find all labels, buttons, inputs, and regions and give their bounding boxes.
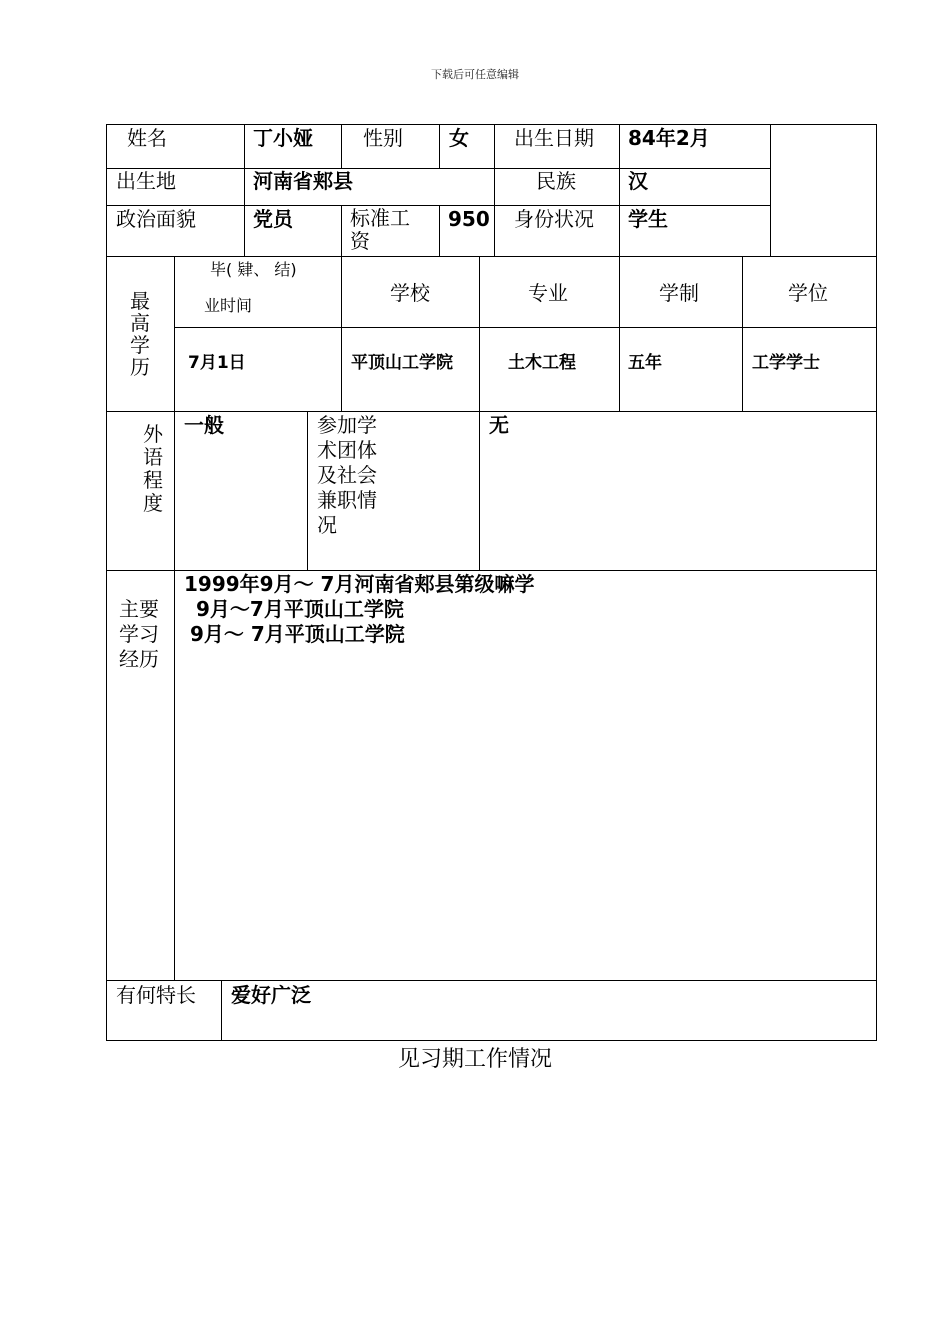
activities-value: 无 <box>489 413 509 437</box>
col-divider <box>341 205 342 256</box>
col-divider <box>619 256 620 411</box>
col-divider <box>742 256 743 411</box>
identity-status-value: 学生 <box>628 207 668 231</box>
duration-value: 五年 <box>628 353 662 373</box>
birthplace-value: 河南省郏县 <box>253 169 353 193</box>
row-divider <box>106 256 877 257</box>
school-header: 学校 <box>390 281 430 305</box>
col-divider <box>770 124 771 256</box>
section-title: 见习期工作情况 <box>397 1047 552 1072</box>
name-value: 丁小娅 <box>253 126 313 150</box>
gender-label: 性别 <box>363 126 403 150</box>
col-divider <box>174 256 175 980</box>
activities-label: 参加学 术团体 及社会 兼职情 况 <box>317 413 377 537</box>
col-divider <box>244 124 245 256</box>
education-section-label: 最 高 学 历 <box>130 289 150 379</box>
col-divider <box>439 205 440 256</box>
birth-date-value: 84年2月 <box>628 126 710 150</box>
col-divider <box>479 411 480 570</box>
page-header-note: 下载后可任意编辑 <box>431 68 519 81</box>
identity-status-label: 身份状况 <box>514 207 594 231</box>
grad-time-header-line2: 业时间 <box>204 296 253 315</box>
grad-time-value: 7月1日 <box>188 353 246 373</box>
col-divider <box>341 256 342 411</box>
row-divider <box>106 570 877 571</box>
row-divider <box>106 411 877 412</box>
table-border-top <box>106 124 877 125</box>
table-border-left <box>106 124 107 1041</box>
study-history-label: 主要 学习 经历 <box>119 597 159 671</box>
gender-value: 女 <box>449 126 469 150</box>
birthplace-label: 出生地 <box>116 169 176 193</box>
salary-value: 950 <box>448 207 490 231</box>
col-divider <box>479 256 480 411</box>
degree-value: 工学学士 <box>752 353 820 373</box>
specialty-value: 爱好广泛 <box>231 983 311 1007</box>
study-history-entry: 9月～7月平顶山工学院 <box>196 597 404 621</box>
ethnicity-value: 汉 <box>628 169 648 193</box>
school-value: 平顶山工学院 <box>351 353 453 373</box>
study-history-entry: 1999年9月～ 7月河南省郏县第级嘛学 <box>184 572 535 596</box>
table-border-right <box>876 124 877 1041</box>
language-section-label: 外 语 程 度 <box>143 422 163 515</box>
ethnicity-label: 民族 <box>536 169 576 193</box>
degree-header: 学位 <box>788 281 828 305</box>
col-divider <box>439 124 440 168</box>
birth-date-label: 出生日期 <box>514 126 594 150</box>
table-border-bottom <box>106 1040 877 1041</box>
grad-time-header-line1: 毕( 肄、 结) <box>210 260 297 279</box>
salary-label: 标准工 资 <box>350 206 410 253</box>
major-header: 专业 <box>528 281 568 305</box>
col-divider <box>619 124 620 256</box>
row-divider <box>174 327 877 328</box>
specialty-label: 有何特长 <box>116 983 196 1007</box>
study-history-entry: 9月～ 7月平顶山工学院 <box>190 622 405 646</box>
name-label: 姓名 <box>127 126 167 150</box>
col-divider <box>221 980 222 1040</box>
col-divider <box>307 411 308 570</box>
row-divider <box>106 168 771 169</box>
duration-header: 学制 <box>659 281 699 305</box>
col-divider <box>494 124 495 256</box>
col-divider <box>341 124 342 168</box>
political-status-label: 政治面貌 <box>116 207 196 231</box>
language-level-value: 一般 <box>184 413 224 437</box>
political-status-value: 党员 <box>253 207 293 231</box>
major-value: 土木工程 <box>508 353 576 373</box>
